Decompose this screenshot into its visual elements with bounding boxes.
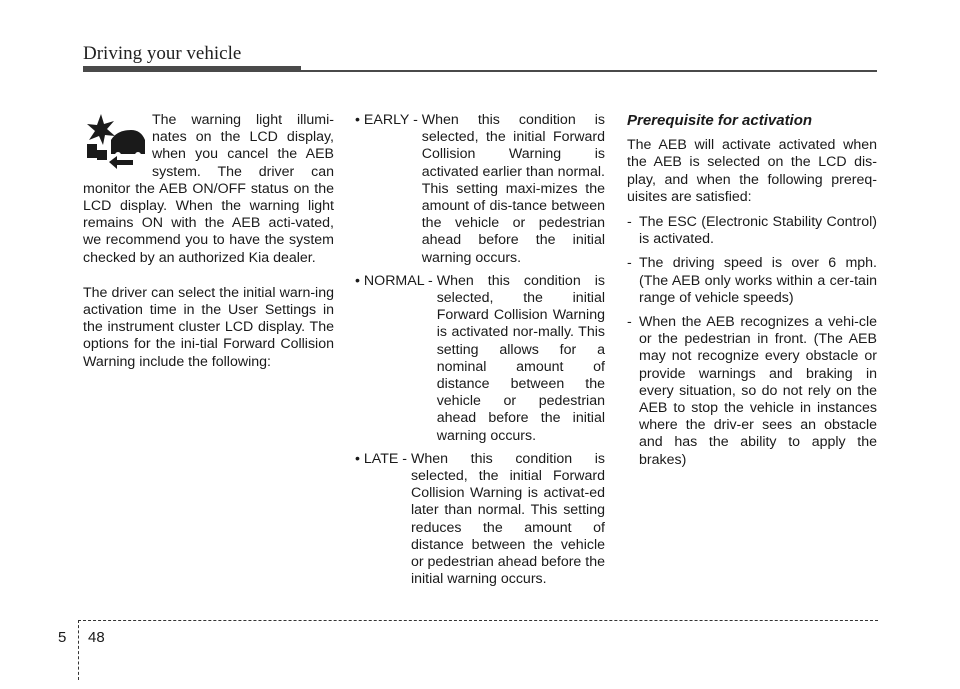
option-normal: [355, 273, 605, 445]
column-1: [83, 112, 334, 371]
warning-light-description: The warning light illumi-nates on the LCD display, when you cancel the AEB system. The driver can monitor the AEB ON/OFF status on the LCD display. When the warning light remains ON with the AEB acti-vated, we recommend you to have the system checked by an authorized Kia dealer.: [83, 112, 334, 266]
option-label: • NORMAL -: [355, 272, 437, 289]
list-item-text: When the AEB recognizes a vehi-cle or the pedestrian in front. (The AEB may not recognize every obstacle or provide warnings and braking in every situation, so do not rely on the AEB to stop the vehicle in instances where the driv-er sees an obstacle and has the ability to apply the brakes): [639, 314, 877, 468]
aeb-off-warning-icon: [83, 112, 147, 170]
list-item: [627, 255, 877, 307]
option-text: When this condition is selected, the initial Forward Collision Warning is activated earlier than normal. This setting maxi-mizes the amount of dis-tance between the vehicle or pedestrian ahead before the initial warning occurs.: [421, 112, 605, 266]
footer-divider: [78, 620, 79, 680]
page-number: 48: [88, 629, 105, 646]
column-3: [627, 112, 877, 476]
option-label: • EARLY -: [355, 112, 422, 128]
list-item-text: The ESC (Electronic Stability Control) is activated.: [639, 214, 877, 248]
option-text: When this condition is selected, the initial Forward Collision Warning is activated nor-mally. This setting allows for a nominal amount of distance between the vehicle or pedestrian ahead before the initial warning occurs.: [436, 272, 605, 444]
page-header-title: Driving your vehicle: [83, 43, 242, 64]
option-early: [355, 112, 605, 267]
prerequisite-intro: The AEB will activate activated when the AEB is selected on the LCD dis-play, and when the following prereq-uisites are satisfied:: [627, 137, 877, 205]
header-bar: [83, 66, 301, 72]
list-item: [627, 314, 877, 469]
option-text: When this condition is selected, the initial Forward Collision Warning is activat-ed later than normal. This setting reduces the amount of distance between the vehicle or pedestrian ahead before the initial warning occurs.: [410, 450, 605, 588]
list-dash: -: [627, 314, 632, 331]
section-heading: Prerequisite for activation: [627, 112, 813, 129]
column-2: [355, 112, 605, 594]
list-item: [627, 214, 877, 248]
activation-time-description: The driver can select the initial warn-ing activation time in the User Settings in the instrument cluster LCD display. The options for the ini-tial Forward Collision Warning include the following:: [83, 284, 334, 370]
header-rule: [301, 70, 877, 72]
list-dash: -: [627, 214, 632, 231]
list-dash: -: [627, 255, 632, 272]
intro-block: [83, 112, 334, 267]
list-item-text: The driving speed is over 6 mph. (The AEB only works within a cer-tain range of vehicle speeds): [639, 255, 877, 306]
section-number: 5: [58, 629, 67, 646]
option-label: • LATE -: [355, 450, 411, 467]
footer-rule: [78, 620, 878, 621]
option-late: [355, 451, 605, 589]
prerequisite-list: [627, 214, 877, 469]
